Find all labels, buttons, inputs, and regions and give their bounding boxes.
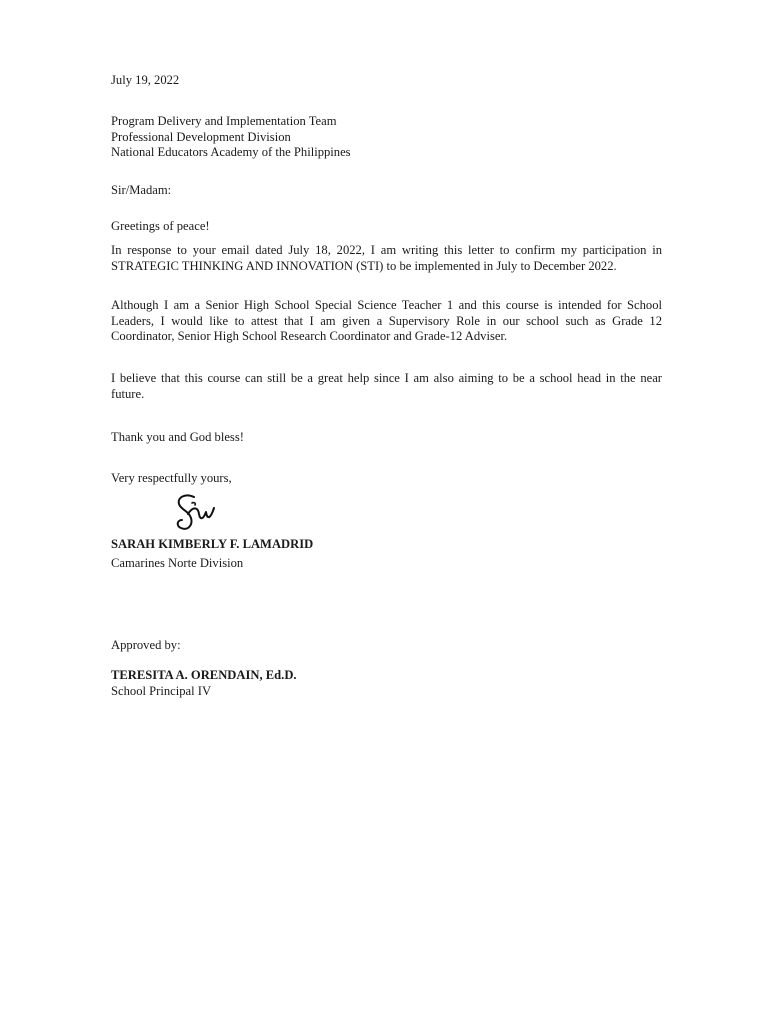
greeting: Greetings of peace!: [111, 219, 210, 233]
approval-label: Approved by:: [111, 638, 181, 652]
salutation: Sir/Madam:: [111, 183, 172, 197]
closing-block: [111, 471, 662, 487]
approver-title: School Principal IV: [111, 683, 212, 698]
signatory-office: Camarines Norte Division: [111, 555, 244, 570]
body-paragraph-2: Although I am a Senior High School Special Science Teacher 1 and this course is intended for School Leaders, I would like to attest that I am given a Supervisory Role in our school such as Grade 12 Coordinator, Senior High School Research Coordinator and Grade-12 Adviser.: [111, 298, 662, 343]
signature-image: [172, 491, 220, 539]
body-paragraph-3-block: [111, 371, 662, 402]
recipient-line-2: Professional Development Division: [111, 129, 291, 144]
salutation-block: [111, 183, 662, 199]
thanks: Thank you and God bless!: [111, 430, 244, 444]
thanks-block: [111, 430, 662, 446]
greeting-block: [111, 219, 662, 235]
body-paragraph-2-block: [111, 298, 662, 345]
body-paragraph-3: I believe that this course can still be a great help since I am also aiming to be a school head in the near future.: [111, 371, 662, 401]
approver-name: TERESITA A. ORENDAIN, Ed.D.: [111, 668, 297, 682]
body-paragraph-1-block: [111, 243, 662, 274]
signatory-name: SARAH KIMBERLY F. LAMADRID: [111, 537, 314, 551]
signatory-block: [111, 537, 662, 571]
closing: Very respectfully yours,: [111, 471, 232, 485]
letter-date-block: [111, 73, 662, 89]
letter-date: July 19, 2022: [111, 73, 180, 87]
recipient-address: [111, 114, 662, 161]
body-paragraph-1: In response to your email dated July 18, 2022, I am writing this letter to confirm my participation in STRATEGIC THINKING AND INNOVATION (STI) to be implemented in July to December 2022.: [111, 243, 662, 273]
recipient-line-1: Program Delivery and Implementation Team: [111, 114, 337, 128]
approval-label-block: [111, 638, 662, 654]
approver-block: [111, 668, 662, 699]
recipient-line-3: National Educators Academy of the Philippines: [111, 145, 351, 159]
